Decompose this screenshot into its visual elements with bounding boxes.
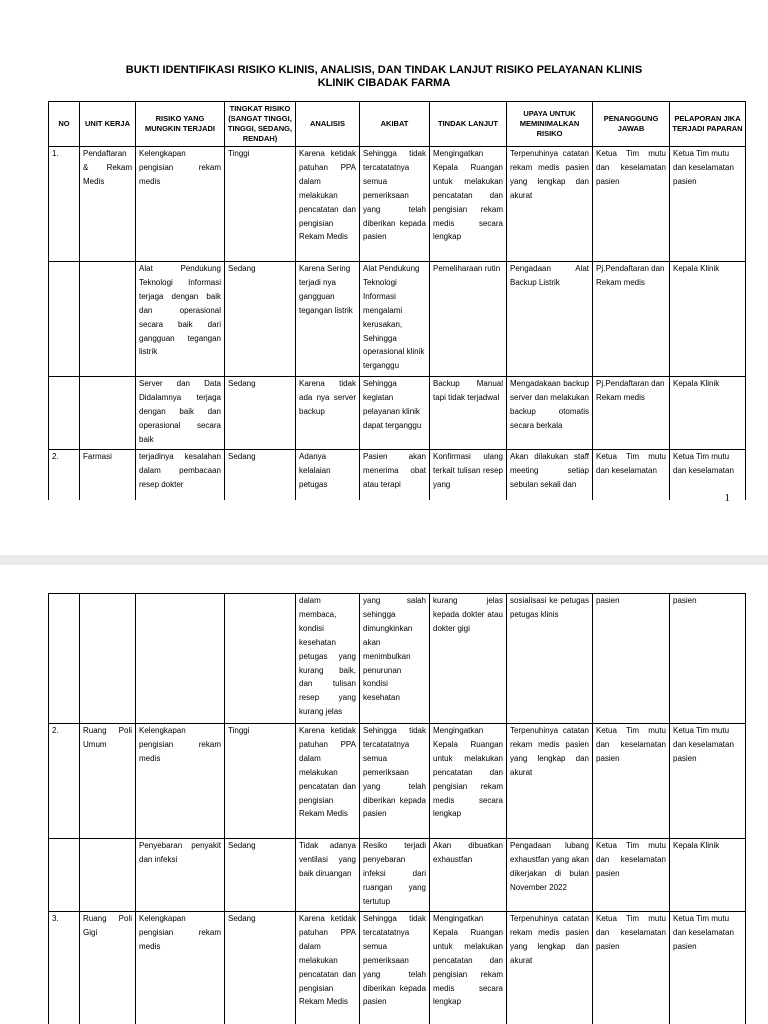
cell-report: pasien [670, 594, 746, 724]
cell-unit [80, 377, 136, 450]
cell-mitigation: Terpenuhinya catatan rekam medis pasien yang lengkap dan akurat [507, 147, 593, 262]
header-level: TINGKAT RISIKO (SANGAT TINGGI, TINGGI, SEDANG, RENDAH) [225, 102, 296, 147]
cell-risk: Penyebaran penyakit dan infeksi [136, 839, 225, 912]
table-row [49, 839, 746, 912]
cell-followup: Mengingatkan Kepala Ruangan untuk melakukan pencatatan dan pengisian rekam medis secara lengkap [430, 724, 507, 839]
cell-level: Sedang [225, 912, 296, 1024]
cell-analysis: Karena ketidak patuhan PPA dalam melakukan pencatatan dan pengisian Rekam Medis [296, 912, 360, 1024]
cell-effect: Sehingga tidak tercatatatnya semua pemeriksaan yang telah diberikan kepada pasien [360, 912, 430, 1024]
table-row [49, 594, 746, 724]
cell-analysis: Karena tidak ada nya server backup [296, 377, 360, 450]
cell-followup: Mengingatkan Kepala Ruangan untuk melakukan pencatatan dan pengisian rekam medis secara lengkap [430, 912, 507, 1024]
cell-analysis: Karena ketidak patuhan PPA dalam melakukan pencatatan dan pengisian Rekam Medis [296, 724, 360, 839]
cell-risk: Kelengkapan pengisian rekam medis [136, 147, 225, 262]
cell-risk: Kelengkapan pengisian rekam medis [136, 724, 225, 839]
cell-pic: Ketua Tim mutu dan keselamatan [593, 450, 670, 501]
document-page-2 [0, 565, 768, 1024]
cell-report: Ketua Tim mutu dan keselamatan pasien [670, 147, 746, 262]
page-1-content [0, 0, 768, 500]
cell-no [49, 594, 80, 724]
cell-unit [80, 839, 136, 912]
cell-unit: Farmasi [80, 450, 136, 501]
cell-effect: Resiko terjadi penyebaran infeksi dari ruangan yang tertutup [360, 839, 430, 912]
cell-no: 1. [49, 147, 80, 262]
cell-pic: pasien [593, 594, 670, 724]
cell-pic: Ketua Tim mutu dan keselamatan pasien [593, 912, 670, 1024]
header-effect: AKIBAT [360, 102, 430, 147]
cell-level: Sedang [225, 377, 296, 450]
cell-risk: Kelengkapan pengisian rekam medis [136, 912, 225, 1024]
cell-report: Kepala Klinik [670, 839, 746, 912]
cell-mitigation: Terpenuhinya catatan rekam medis pasien yang lengkap dan akurat [507, 724, 593, 839]
header-row [49, 102, 746, 147]
cell-effect: Sehingga tidak tercatatatnya semua pemeriksaan yang telah diberikan kepada pasien [360, 147, 430, 262]
cell-no: 3. [49, 912, 80, 1024]
title-line-1: BUKTI IDENTIFIKASI RISIKO KLINIS, ANALISIS, DAN TINDAK LANJUT RISIKO PELAYANAN KLINIS [125, 64, 643, 76]
cell-mitigation: Terpenuhinya catatan rekam medis pasien yang lengkap dan akurat [507, 912, 593, 1024]
table-row [49, 450, 746, 501]
cell-risk: Alat Pendukung Teknologi Informasi terjaga dengan baik dan operasional secara baik dari gangguan tegangan listrik [136, 262, 225, 377]
cell-followup: Mengingatkan Kepala Ruangan untuk melakukan pencatatan dan pengisian rekam medis secara lengkap [430, 147, 507, 262]
cell-followup: Akan dibuatkan exhaustfan [430, 839, 507, 912]
header-followup: TINDAK LANJUT [430, 102, 507, 147]
cell-effect: Sehingga tidak tercatatatnya semua pemeriksaan yang telah diberikan kepada pasien [360, 724, 430, 839]
table-row [49, 147, 746, 262]
cell-no [49, 377, 80, 450]
cell-unit [80, 594, 136, 724]
cell-level: Tinggi [225, 724, 296, 839]
document-title [0, 64, 768, 90]
header-no: NO [49, 102, 80, 147]
cell-followup: Backup Manual tapi tidak terjadwal [430, 377, 507, 450]
header-analysis: ANALISIS [296, 102, 360, 147]
cell-analysis: Karena ketidak patuhan PPA dalam melakukan pencatatan dan pengisian Rekam Medis [296, 147, 360, 262]
title-line-2: KLINIK CIBADAK FARMA [317, 77, 451, 89]
header-report: PELAPORAN JIKA TERJADI PAPARAN [670, 102, 746, 147]
risk-table-page-1 [48, 101, 746, 500]
cell-report: Kepala Klinik [670, 262, 746, 377]
header-unit: UNIT KERJA [80, 102, 136, 147]
cell-pic: Ketua Tim mutu dan keselamatan pasien [593, 724, 670, 839]
cell-risk: terjadinya kesalahan dalam pembacaan resep dokter [136, 450, 225, 501]
cell-level: Sedang [225, 450, 296, 501]
page-number: 1 [724, 492, 730, 504]
table-row [49, 912, 746, 1024]
cell-followup: Konfirmasi ulang terkait tulisan resep yang [430, 450, 507, 501]
cell-effect: Alat Pendukung Teknologi Informasi mengalami kerusakan, Sehingga operasional klinik terganggu [360, 262, 430, 377]
cell-report: Kepala Klinik [670, 377, 746, 450]
header-risk: RISIKO YANG MUNGKIN TERJADI [136, 102, 225, 147]
cell-analysis: dalam membaca, kondisi kesehatan petugas yang kurang baik, dan tulisan resep yang kurang jelas [296, 594, 360, 724]
cell-no [49, 839, 80, 912]
header-pic: PENANGGUNG JAWAB [593, 102, 670, 147]
cell-analysis: Tidak adanya ventilasi yang baik diruangan [296, 839, 360, 912]
cell-report: Ketua Tim mutu dan keselamatan pasien [670, 724, 746, 839]
cell-analysis: Adanya kelalaian petugas [296, 450, 360, 501]
cell-unit: Pendaftaran & Rekam Medis [80, 147, 136, 262]
cell-effect: yang salah sehingga dimungkinkan akan menimbulkan penurunan kondisi kesehatan [360, 594, 430, 724]
cell-effect: Sehingga kegiatan pelayanan klinik dapat terganggu [360, 377, 430, 450]
risk-table-page-2 [48, 593, 746, 1024]
cell-effect: Pasien akan menerima obat atau terapi [360, 450, 430, 501]
table-row [49, 262, 746, 377]
cell-pic: Pj.Pendaftaran dan Rekam medis [593, 377, 670, 450]
cell-no [49, 262, 80, 377]
cell-pic: Ketua Tim mutu dan keselamatan pasien [593, 839, 670, 912]
cell-pic: Ketua Tim mutu dan keselamatan pasien [593, 147, 670, 262]
cell-level: Tinggi [225, 147, 296, 262]
cell-report: Ketua Tim mutu dan keselamatan pasien [670, 912, 746, 1024]
cell-analysis: Karena Sering terjadi nya gangguan tegangan listrik [296, 262, 360, 377]
cell-risk: Server dan Data Didalamnya terjaga dengan baik dan operasional secara baik [136, 377, 225, 450]
header-mitigation: UPAYA UNTUK MEMINIMALKAN RISIKO [507, 102, 593, 147]
cell-level [225, 594, 296, 724]
cell-mitigation: Mengadakaan backup server dan melakukan backup otomatis secara berkala [507, 377, 593, 450]
table-row [49, 377, 746, 450]
cell-mitigation: Pengadaan lubang exhaustfan yang akan dikerjakan di bulan November 2022 [507, 839, 593, 912]
cell-mitigation: Akan dilakukan staff meeting setiap sebulan sekali dan [507, 450, 593, 501]
cell-level: Sedang [225, 839, 296, 912]
cell-unit: Ruang Poli Gigi [80, 912, 136, 1024]
cell-pic: Pj.Pendaftaran dan Rekam medis [593, 262, 670, 377]
cell-followup: Pemeliharaan rutin [430, 262, 507, 377]
cell-unit [80, 262, 136, 377]
cell-followup: kurang jelas kepada dokter atau dokter gigi [430, 594, 507, 724]
cell-report: Ketua Tim mutu dan keselamatan [670, 450, 746, 501]
cell-mitigation: sosialisasi ke petugas petugas klinis [507, 594, 593, 724]
table-row [49, 724, 746, 839]
cell-no: 2. [49, 724, 80, 839]
cell-level: Sedang [225, 262, 296, 377]
cell-risk [136, 594, 225, 724]
cell-mitigation: Pengadaan Alat Backup Listrik [507, 262, 593, 377]
cell-unit: Ruang Poli Umum [80, 724, 136, 839]
cell-no: 2. [49, 450, 80, 501]
